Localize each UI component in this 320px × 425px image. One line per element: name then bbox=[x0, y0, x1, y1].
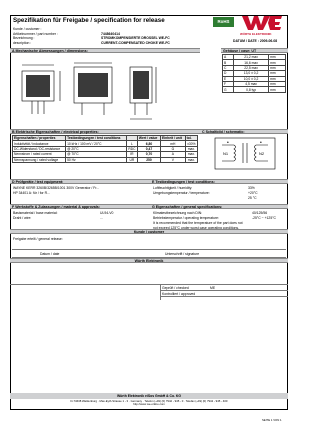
checked-name: ME bbox=[210, 285, 216, 290]
electrical-cell: @ 70°C bbox=[66, 152, 127, 157]
dimension-value: 4,5 max bbox=[234, 81, 269, 86]
dimension-unit: mm bbox=[269, 65, 286, 70]
electrical-row bbox=[13, 157, 198, 162]
wuerth-release-bar: Würth Elektronik bbox=[10, 258, 288, 263]
dimension-value: 16,6 max bbox=[234, 60, 269, 65]
footer-address-line: D-74638 Waldenburg · Max-Eyth-Strasse 1 - 3 · Germany · Telefon (+49) (0) 7942 - 945 - 0 · Telefax (+49) (0) 7942 - 945 - 400 bbox=[70, 399, 228, 403]
electrical-cell: DC-Widerstand / DC-resistance bbox=[13, 146, 66, 151]
electrical-cell: L bbox=[126, 141, 137, 146]
electrical-cell: Nennspannung / rated voltage bbox=[13, 157, 66, 162]
dimension-key: A bbox=[223, 55, 234, 60]
date-label: DATUM / DATE : bbox=[233, 39, 259, 43]
temp-note-1: It is recommended that the temperature of the part does not bbox=[153, 221, 243, 225]
dimension-key: D bbox=[223, 71, 234, 76]
description-label: description : bbox=[13, 40, 32, 45]
dimension-value: 0,8 typ bbox=[234, 87, 269, 92]
section-f-title: F Werkstoffe & Zulassungen / material & approvals: bbox=[10, 204, 150, 209]
dimension-value: 22,5 max bbox=[234, 65, 269, 70]
dimension-value: 10,0 ± 0,2 bbox=[234, 76, 269, 81]
humidity-label: Luftfeuchtigkeit / humidity: bbox=[153, 186, 193, 190]
base-material-label: Basismaterial / base material: bbox=[13, 211, 58, 215]
dimension-unit: mm bbox=[269, 71, 286, 76]
test-equipment-line-1: WAYNE KERR 3260B/3265B/1001 300V Generator / Fr... bbox=[13, 186, 100, 190]
wire-label: Draht / wire: bbox=[13, 216, 32, 220]
electrical-header-cell: tol. bbox=[185, 136, 197, 141]
temperature-label: Umgebungstemperatur / temperature: bbox=[153, 191, 210, 195]
schematic-n2-label: N2 bbox=[259, 151, 265, 156]
humidity-value: 33% bbox=[248, 186, 255, 190]
electrical-cell: Ω bbox=[161, 146, 186, 151]
dimension-unit: mm bbox=[269, 87, 286, 92]
electrical-cell: 0,70 bbox=[137, 152, 160, 157]
electrical-cell: ±30% bbox=[187, 141, 196, 146]
mechanical-drawing bbox=[12, 59, 177, 124]
part-number-value: 7448640414 bbox=[101, 31, 120, 36]
dimension-key: C bbox=[223, 65, 234, 70]
electrical-cell: mH bbox=[161, 141, 186, 146]
electrical-cell: 6,80 bbox=[137, 141, 160, 146]
customer-row bbox=[13, 27, 101, 31]
section-c-title: C Schaltbild / schematic: bbox=[200, 129, 288, 134]
section-e-title: E Testbedingungen / test conditions: bbox=[150, 179, 288, 184]
designation-value: STROMKOMPENSIERTE DROSSEL WE-FC bbox=[101, 36, 170, 40]
description-value: CURRENT-COMPENSATED CHOKE WE-FC bbox=[101, 40, 170, 45]
designation-row bbox=[13, 36, 170, 40]
electrical-table bbox=[12, 135, 198, 163]
temp-note-2: not exceed 125°C under worst case operating conditions. bbox=[153, 225, 239, 230]
electrical-cell: Nennstrom / rated current bbox=[13, 152, 66, 157]
electrical-cell: max. bbox=[185, 157, 197, 162]
humidity-row bbox=[153, 186, 192, 190]
brand-subtitle: WÜRTH ELEKTRONIK bbox=[240, 32, 272, 36]
electrical-cell: max. bbox=[185, 152, 197, 157]
dimension-key: E bbox=[223, 76, 234, 81]
customer-comment-bar: Kunde / customer bbox=[10, 229, 288, 234]
description-row bbox=[13, 41, 170, 45]
case-title: Gehäuse / case: UT bbox=[221, 48, 288, 53]
winding-start-mark-2: • bbox=[260, 140, 262, 146]
temperature-value: +20°C bbox=[248, 191, 258, 195]
footer-address bbox=[10, 400, 288, 406]
dimension-unit: mm bbox=[269, 76, 286, 81]
dimension-key: F bbox=[223, 81, 234, 86]
rohs-logo: RoHS bbox=[213, 17, 234, 27]
electrical-cell: IR bbox=[126, 152, 137, 157]
base-material-value: UL94-V0 bbox=[100, 211, 114, 215]
part-number-row bbox=[13, 32, 120, 36]
operating-temp-value: -25°C ~ +125°C bbox=[252, 216, 277, 220]
electrical-cell: UR bbox=[126, 157, 137, 162]
winding-start-mark-1: • bbox=[227, 140, 229, 146]
electrical-cell: @ 20°C bbox=[66, 146, 127, 151]
electrical-header-cell: Einheit / unit bbox=[161, 136, 186, 141]
section-g-title: G Eigenschaften / general specifications: bbox=[150, 204, 288, 209]
electrical-cell: 250 bbox=[137, 157, 160, 162]
footer-web-link[interactable]: http://www.we-online.com bbox=[133, 402, 165, 407]
document-title: Spezifikation für Freigabe / specification for release bbox=[13, 17, 165, 24]
operating-temp-label: Betriebstemperatur / operating temperature: bbox=[153, 216, 219, 220]
wuerth-logo bbox=[240, 14, 284, 32]
climate-label: Klimatestbezeichnung nach DIN: bbox=[153, 211, 203, 215]
electrical-cell: Induktivität / inductance bbox=[13, 141, 66, 146]
dimension-unit: mm bbox=[269, 60, 286, 65]
dimension-key: G bbox=[223, 87, 234, 92]
electrical-cell: A bbox=[161, 152, 186, 157]
electrical-cell: max. bbox=[185, 146, 197, 151]
electrical-cell: RDC bbox=[128, 146, 136, 151]
checked-label: Geprüft / checked bbox=[162, 285, 189, 290]
electrical-header-cell: Testbedingungen / test conditions bbox=[66, 136, 127, 141]
designation-label: Bezeichnung : bbox=[13, 36, 35, 40]
electrical-cell: 10 kHz / 100 mV / 20°C bbox=[66, 141, 127, 146]
date-value: 2009-06-08 bbox=[259, 39, 278, 43]
dimension-row bbox=[223, 87, 286, 92]
dimension-value: 21,2 max bbox=[234, 55, 269, 60]
release-date-label: Datum / date bbox=[40, 251, 60, 256]
part-number-label: Artikelnummer / part number : bbox=[13, 31, 58, 36]
wire-value: ... bbox=[100, 216, 103, 220]
dimension-value: 13,0 ± 0,2 bbox=[234, 71, 269, 76]
electrical-cell: 50 Hz bbox=[66, 157, 127, 162]
section-b-title: B Elektrische Eigenschaften / electrical properties: bbox=[10, 129, 200, 134]
temperature-value-2: 25 °C bbox=[248, 196, 257, 200]
release-signature-label: Unterschrift / signature bbox=[165, 251, 200, 256]
test-equipment-line-2: HP 34401 A: für / for R... bbox=[13, 191, 50, 195]
section-d-title: D Prüfgeräte / test equipment: bbox=[10, 179, 150, 184]
dimension-unit: mm bbox=[269, 81, 286, 86]
climate-value: 40/125/56 bbox=[252, 211, 268, 215]
date-box bbox=[233, 39, 277, 43]
schematic-diagram bbox=[214, 137, 276, 170]
approved-label: Kontrolliert / approved bbox=[162, 291, 196, 296]
electrical-header-cell: Wert / value bbox=[137, 136, 160, 141]
schematic-n1-label: N1 bbox=[223, 151, 229, 156]
electrical-header-row bbox=[13, 136, 198, 141]
page-indicator: SEITE 1 VON 1 bbox=[262, 418, 282, 422]
release-label: Freigabe erteilt / general release: bbox=[13, 237, 63, 241]
dimension-unit: mm bbox=[269, 55, 286, 60]
section-a-title: A Mechanische Abmessungen / dimensions: bbox=[10, 48, 200, 53]
electrical-cell: 0,47 bbox=[137, 146, 160, 151]
dimension-key: B bbox=[223, 60, 234, 65]
customer-label: Kunde / customer : bbox=[13, 27, 42, 31]
temperature-row bbox=[153, 191, 210, 195]
dimension-table bbox=[222, 54, 286, 93]
electrical-cell: V bbox=[161, 157, 186, 162]
electrical-header-cell: Eigenschaften / properties bbox=[13, 136, 66, 141]
footer-company: Würth Elektronik eiSos GmbH & Co. KG bbox=[10, 393, 288, 399]
